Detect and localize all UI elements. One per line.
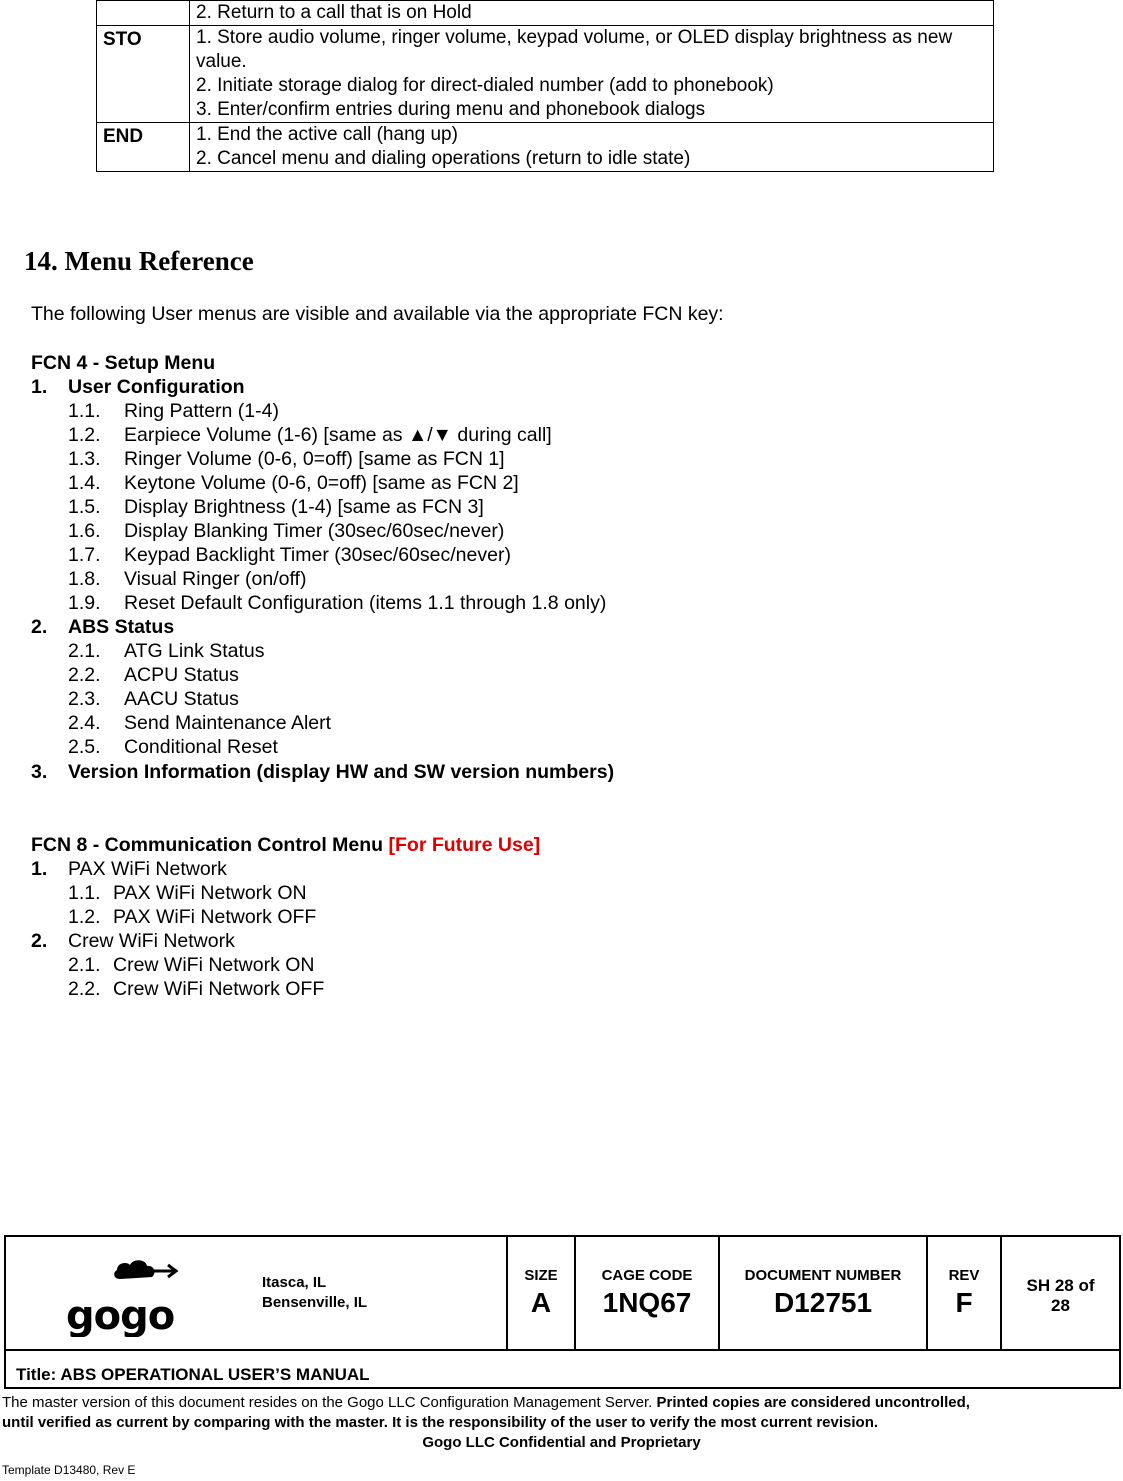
menu-group bbox=[0, 375, 700, 399]
description-line: 2. Cancel menu and dialing operations (return to idle state) bbox=[196, 148, 691, 169]
group-label: PAX WiFi Network bbox=[68, 858, 227, 880]
footer-line-2: until verified as current by comparing with the master. It is the responsibility of the user to verify the most current revision. bbox=[2, 1414, 879, 1431]
key-cell: STO bbox=[97, 26, 190, 123]
location-line: Bensenville, IL bbox=[262, 1294, 368, 1311]
item-label: AACU Status bbox=[124, 688, 239, 710]
menu-group bbox=[0, 760, 900, 784]
item-number: 1.1. bbox=[68, 400, 101, 422]
menu-item bbox=[0, 905, 700, 929]
menu-item bbox=[0, 663, 900, 687]
item-label: Send Maintenance Alert bbox=[124, 712, 332, 734]
footer-text: The master version of this document resides on the Gogo LLC Configuration Management Server. bbox=[2, 1394, 657, 1411]
section-heading: 14. Menu Reference bbox=[24, 246, 254, 276]
item-number: 2.4. bbox=[68, 712, 101, 734]
table-row bbox=[97, 26, 994, 123]
item-label: Display Blanking Timer (30sec/60sec/never) bbox=[124, 520, 505, 542]
fcn8-title bbox=[31, 833, 540, 857]
fcn4-title: FCN 4 - Setup Menu bbox=[31, 352, 216, 374]
item-label: Crew WiFi Network OFF bbox=[113, 978, 325, 1000]
item-number: 1.3. bbox=[68, 448, 101, 470]
item-label: Conditional Reset bbox=[124, 736, 278, 758]
group-number: 1. bbox=[31, 376, 48, 398]
footer-bold-text: Printed copies are considered uncontrolled, bbox=[656, 1394, 970, 1411]
item-number: 2.1. bbox=[68, 954, 101, 976]
description-line: 2. Initiate storage dialog for direct-dialed number (add to phonebook) bbox=[196, 75, 774, 96]
item-number: 2.5. bbox=[68, 736, 101, 758]
rev-label: REV bbox=[948, 1267, 980, 1284]
menu-item bbox=[0, 591, 900, 615]
sheet-number: SH 28 of 28 bbox=[1026, 1276, 1095, 1315]
rev-cell bbox=[928, 1237, 1000, 1349]
docnum-value: D12751 bbox=[773, 1287, 873, 1318]
item-number: 1.4. bbox=[68, 472, 101, 494]
description-line: 1. Store audio volume, ringer volume, keypad volume, or OLED display brightness as new value. bbox=[196, 27, 953, 72]
item-label: Keytone Volume (0-6, 0=off) [same as FCN 2] bbox=[124, 472, 519, 494]
group-number: 2. bbox=[31, 616, 48, 638]
fcn8-title-text: FCN 8 - Communication Control Menu bbox=[31, 834, 384, 856]
item-label: Ringer Volume (0-6, 0=off) [same as FCN 1] bbox=[124, 448, 505, 470]
size-cell bbox=[508, 1237, 574, 1349]
docnum-cell bbox=[720, 1237, 926, 1349]
item-number: 2.1. bbox=[68, 640, 101, 662]
item-number: 1.8. bbox=[68, 568, 101, 590]
menu-item bbox=[0, 881, 700, 905]
footer-line-1 bbox=[2, 1393, 970, 1412]
size-label: SIZE bbox=[524, 1267, 558, 1284]
cage-label: CAGE CODE bbox=[601, 1267, 693, 1284]
key-cell: END bbox=[97, 123, 190, 172]
location-block bbox=[262, 1273, 367, 1313]
description-cell bbox=[190, 123, 994, 172]
menu-item bbox=[0, 423, 900, 447]
menu-item bbox=[0, 977, 700, 1001]
table-row bbox=[97, 1, 994, 26]
description-line: 2. Return to a call that is on Hold bbox=[196, 2, 472, 23]
key-function-table bbox=[96, 0, 994, 172]
sheet-cell bbox=[1002, 1237, 1119, 1349]
description-line: 1. End the active call (hang up) bbox=[196, 124, 458, 145]
item-number: 1.9. bbox=[68, 592, 101, 614]
item-label: Earpiece Volume (1-6) [same as ▲/▼ during call] bbox=[124, 424, 552, 446]
menu-item bbox=[0, 447, 900, 471]
size-value: A bbox=[530, 1287, 552, 1318]
description-cell bbox=[190, 26, 994, 123]
table-row bbox=[97, 123, 994, 172]
document-title: Title: ABS OPERATIONAL USER’S MANUAL bbox=[16, 1365, 370, 1384]
title-block bbox=[4, 1235, 1121, 1389]
menu-item bbox=[0, 687, 900, 711]
menu-item bbox=[0, 519, 900, 543]
description-cell bbox=[190, 1, 994, 26]
group-label: ABS Status bbox=[68, 616, 175, 638]
menu-item bbox=[0, 471, 900, 495]
item-number: 1.7. bbox=[68, 544, 101, 566]
menu-item bbox=[0, 567, 900, 591]
item-number: 1.2. bbox=[68, 906, 101, 928]
group-label: Version Information (display HW and SW version numbers) bbox=[68, 761, 615, 783]
item-label: Crew WiFi Network ON bbox=[113, 954, 315, 976]
cage-value: 1NQ67 bbox=[602, 1287, 692, 1318]
menu-item bbox=[0, 711, 900, 735]
item-number: 1.1. bbox=[68, 882, 101, 904]
group-number: 1. bbox=[31, 858, 48, 880]
menu-item bbox=[0, 399, 900, 423]
item-number: 1.5. bbox=[68, 496, 101, 518]
item-number: 2.3. bbox=[68, 688, 101, 710]
template-id: Template D13480, Rev E bbox=[2, 1463, 136, 1477]
item-label: Visual Ringer (on/off) bbox=[124, 568, 307, 590]
item-number: 1.2. bbox=[68, 424, 101, 446]
menu-item bbox=[0, 543, 900, 567]
intro-text: The following User menus are visible and available via the appropriate FCN key: bbox=[31, 303, 724, 325]
item-label: ATG Link Status bbox=[124, 640, 265, 662]
item-label: Keypad Backlight Timer (30sec/60sec/never) bbox=[124, 544, 511, 566]
menu-item bbox=[0, 639, 900, 663]
menu-group bbox=[0, 857, 700, 881]
cloud-icon bbox=[62, 1251, 202, 1337]
item-number: 2.2. bbox=[68, 664, 101, 686]
item-label: PAX WiFi Network ON bbox=[113, 882, 307, 904]
menu-item bbox=[0, 495, 900, 519]
item-number: 2.2. bbox=[68, 978, 101, 1000]
item-label: ACPU Status bbox=[124, 664, 239, 686]
menu-group bbox=[0, 615, 700, 639]
item-label: Ring Pattern (1-4) bbox=[124, 400, 279, 422]
key-cell bbox=[97, 1, 190, 26]
description-line: 3. Enter/confirm entries during menu and phonebook dialogs bbox=[196, 99, 706, 120]
cage-cell bbox=[576, 1237, 718, 1349]
group-number: 3. bbox=[31, 761, 48, 783]
item-label: Reset Default Configuration (items 1.1 through 1.8 only) bbox=[124, 592, 607, 614]
logo-text: gogo bbox=[66, 1293, 175, 1337]
item-label: PAX WiFi Network OFF bbox=[113, 906, 317, 928]
gogo-logo bbox=[62, 1251, 202, 1337]
group-label: User Configuration bbox=[68, 376, 245, 398]
menu-group bbox=[0, 929, 700, 953]
item-label: Display Brightness (1-4) [same as FCN 3] bbox=[124, 496, 484, 518]
group-number: 2. bbox=[31, 930, 48, 952]
item-number: 1.6. bbox=[68, 520, 101, 542]
title-block-top-row bbox=[6, 1237, 1119, 1351]
menu-item bbox=[0, 735, 900, 759]
menu-item bbox=[0, 953, 700, 977]
rev-value: F bbox=[955, 1287, 973, 1318]
docnum-label: DOCUMENT NUMBER bbox=[744, 1267, 902, 1284]
future-use-note: [For Future Use] bbox=[388, 834, 541, 856]
group-label: Crew WiFi Network bbox=[68, 930, 235, 952]
confidential-notice: Gogo LLC Confidential and Proprietary bbox=[422, 1434, 701, 1451]
location-line: Itasca, IL bbox=[262, 1274, 327, 1291]
